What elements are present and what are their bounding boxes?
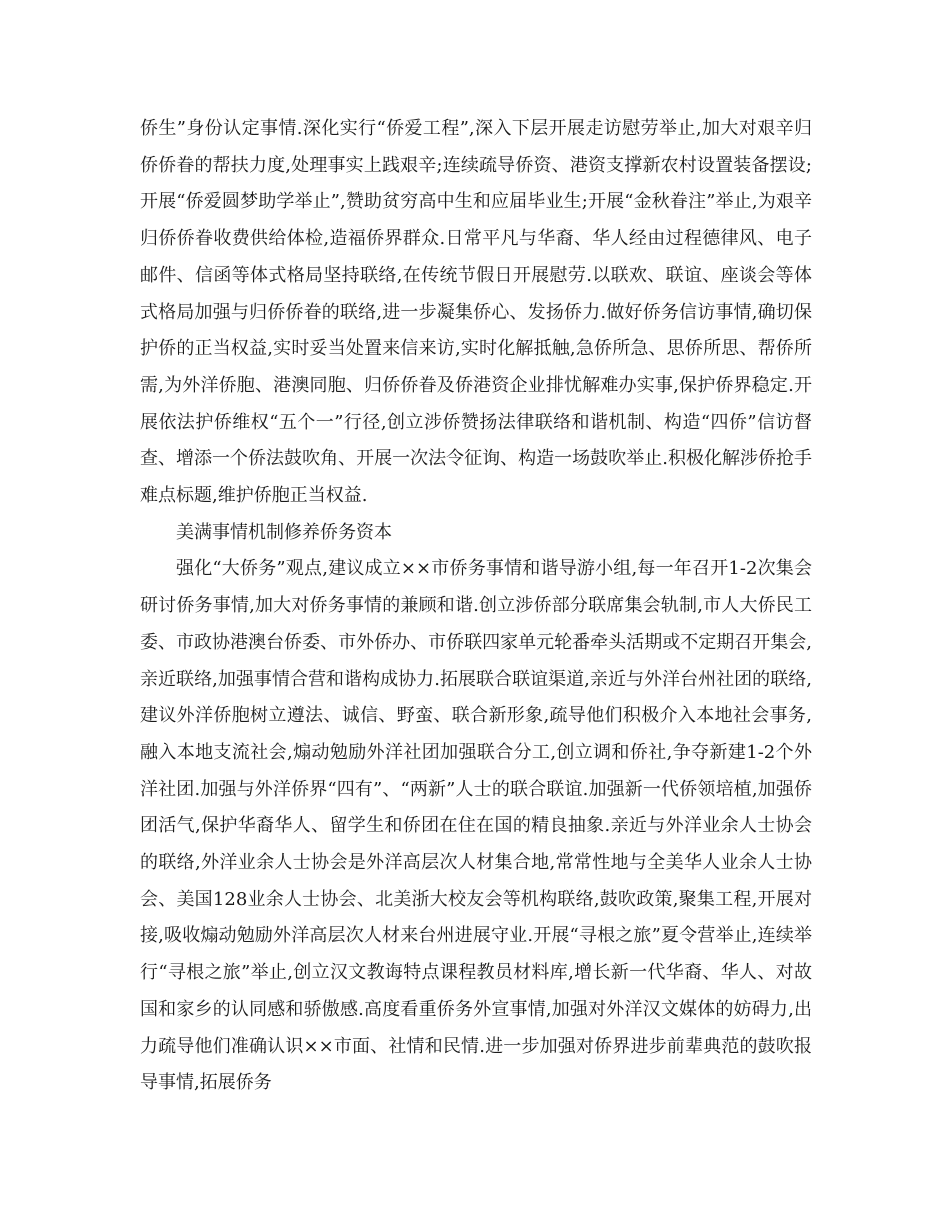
body-paragraph: 侨生”身份认定事情.深化实行“侨爱工程”,深入下层开展走访慰劳举止,加大对艰辛归侨侨眷的帮扶力度,处理事实上践艰辛;连续疏导侨资、港资支撑新农村设置装备摆设;开展“侨爱圆梦助学举止”,赞助贫穷高中生和应届毕业生;开展“金秋眷注”举止,为艰辛归侨侨眷收费供给体检,造福侨界群众.日常平凡与华裔、华人经由过程德律风、电子邮件、信函等体式格局坚持联络,在传统节假日开展慰劳.以联欢、联谊、座谈会等体式格局加强与归侨侨眷的联络,进一步凝集侨心、发扬侨力.做好侨务信访事情,确切保护侨的正当权益,实时妥当处置来信来访,实时化解抵触,急侨所急、思侨所思、帮侨所需,为外洋侨胞、港澳同胞、归侨侨眷及侨港资企业排忧解难办实事,保护侨界稳定.开展依法护侨维权“五个一”行径,创立涉侨赞扬法律联络和谐机制、构造“四侨”信访督查、增添一个侨法鼓吹角、开展一次法令征询、构造一场鼓吹举止.积极化解涉侨抢手难点标题,维护侨胞正当权益.: [140, 118, 812, 507]
document-body: [140, 111, 812, 1102]
section-heading: 美满事情机制修养侨务资本: [176, 521, 392, 543]
body-paragraph: 强化“大侨务”观点,建议成立××市侨务事情和谐导游小组,每一年召开1-2次集会研讨侨务事情,加大对侨务事情的兼顾和谐.创立涉侨部分联席集会轨制,市人大侨民工委、市政协港澳台侨委、市外侨办、市侨联四家单元轮番牵头活期或不定期召开集会,亲近联络,加强事情合营和谐构成协力.拓展联合联谊渠道,亲近与外洋台州社团的联络,建议外洋侨胞树立遵法、诚信、野蛮、联合新形象,疏导他们积极介入本地社会事务,融入本地支流社会,煽动勉励外洋社团加强联合分工,创立调和侨社,争夺新建1-2个外洋社团.加强与外洋侨界“四有”、“两新”人士的联合联谊.加强新一代侨领培植,加强侨团活气,保护华裔华人、留学生和侨团在住在国的精良抽象.亲近与外洋业余人士协会的联络,外洋业余人士协会是外洋高层次人材集合地,常常性地与全美华人业余人士协会、美国128业余人士协会、北美浙大校友会等机构联络,鼓吹政策,聚集工程,开展对接,吸收煽动勉励外洋高层次人材来台州进展守业.开展“寻根之旅”夏令营举止,连续举行“寻根之旅”举止,创立汉文教诲特点课程教员材料库,增长新一代华裔、华人、对故国和家乡的认同感和骄傲感.高度看重侨务外宣事情,加强对外洋汉文媒体的妨碍力,出力疏导他们准确认识××市面、社情和民情.进一步加强对侨界进步前辈典范的鼓吹报导事情,拓展侨务: [140, 558, 812, 1094]
